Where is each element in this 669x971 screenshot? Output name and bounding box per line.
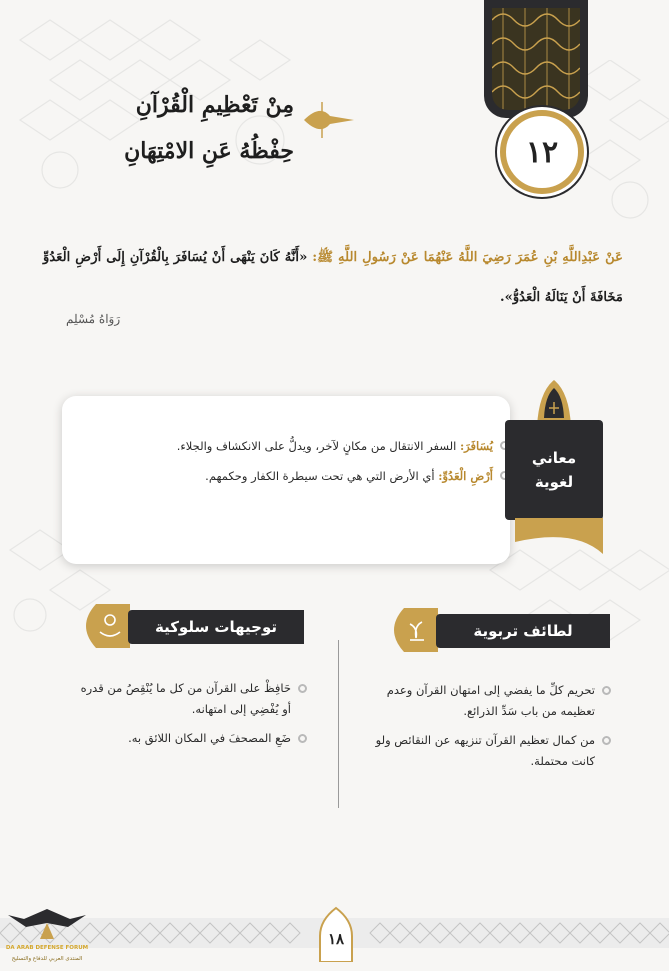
behavioral-list: [75, 678, 307, 757]
bullet-icon: [602, 736, 611, 745]
meanings-tab-label: [505, 420, 603, 520]
header-banner: [484, 0, 588, 118]
meanings-tab: [505, 378, 603, 558]
page-number: ١٨: [327, 930, 345, 948]
meaning-term: أَرْضِ الْعَدُوِّ:: [438, 469, 493, 483]
title-line-1: مِنْ تَعْظِيمِ الْقُرْآنِ: [135, 92, 294, 118]
column-divider: [338, 640, 339, 808]
bullet-icon: [298, 734, 307, 743]
meanings-tab-line-2: لغوية: [534, 473, 574, 491]
lesson-number: ١٢: [525, 134, 559, 170]
title-ornament-icon: [300, 98, 356, 142]
meanings-tab-line-1: معاني: [531, 449, 577, 467]
meaning-text: أي الأرض التي هي تحت سيطرة الكفار وحكمهم.: [205, 469, 439, 483]
list-item: [75, 678, 307, 720]
meaning-term: يُسَافَرَ:: [459, 439, 493, 453]
hadith-text: [43, 238, 623, 318]
educational-list: [361, 680, 611, 780]
meanings-list: [79, 435, 509, 495]
educational-title: لطائف تربوية: [436, 614, 610, 648]
educational-item: تحريم كلِّ ما يفضي إلى امتهان القرآن وعدم تعظيمه من باب سَدِّ الذرائع.: [386, 683, 595, 718]
behavioral-header: [76, 604, 304, 648]
forum-watermark-logo: [4, 905, 90, 967]
behavioral-item: ضَعِ المصحفَ في المكان اللائق به.: [128, 731, 291, 745]
list-item: [79, 465, 509, 487]
lesson-number-badge: [500, 110, 584, 194]
gold-lattice-pattern: [492, 8, 580, 110]
lesson-title: [44, 82, 294, 174]
plant-icon-tab: [384, 608, 438, 652]
hands-icon-tab: [76, 604, 130, 648]
tab-ribbon-ornament: [515, 518, 603, 554]
educational-item: من كمال تعظيم القرآن تنزيهه عن النقائص ولو كانت محتملة.: [375, 733, 595, 768]
lantern-icon: [529, 378, 579, 426]
behavioral-item: حَافِظْ على القرآن من كل ما يُنْقِصُ من قدره أو يُفْضِي إلى امتهانه.: [80, 681, 291, 716]
hadith-narrator: رَوَاهُ مُسْلِم: [66, 312, 121, 326]
behavioral-title: توجيهات سلوكية: [128, 610, 304, 644]
watermark-text-english: DA ARAB DEFENSE FORUM: [5, 945, 89, 951]
title-line-2: حِفْظُهُ عَنِ الامْتِهَانِ: [124, 138, 294, 164]
meaning-text: السفر الانتقال من مكانٍ لآخر، ويدلُّ على الانكشاف والجلاء.: [176, 439, 460, 453]
watermark-text-arabic: المنتدى العربي للدفاع والتسليح: [11, 956, 83, 962]
bullet-icon: [602, 686, 611, 695]
hadith-intro: عَنْ عَبْدِاللَّهِ بْنِ عُمَرَ رَضِيَ اللَّهُ عَنْهُمَا عَنْ رَسُولِ اللَّهِ ﷺ:: [312, 250, 623, 265]
hadith-quote: «أَنَّهُ كَانَ يَنْهَى أَنْ يُسَافَرَ بِالْقُرْآنِ إِلَى أَرْضِ الْعَدُوِّ مَخَافَةَ أَنْ يَنَالَهُ الْعَدُوُّ».: [43, 250, 623, 305]
list-item: [361, 680, 611, 722]
eagle-logo-icon: [4, 905, 90, 945]
educational-header: [384, 608, 610, 652]
page-number-badge: [318, 906, 354, 962]
list-item: [79, 435, 509, 457]
bullet-icon: [298, 684, 307, 693]
list-item: [361, 730, 611, 772]
list-item: [75, 728, 307, 749]
